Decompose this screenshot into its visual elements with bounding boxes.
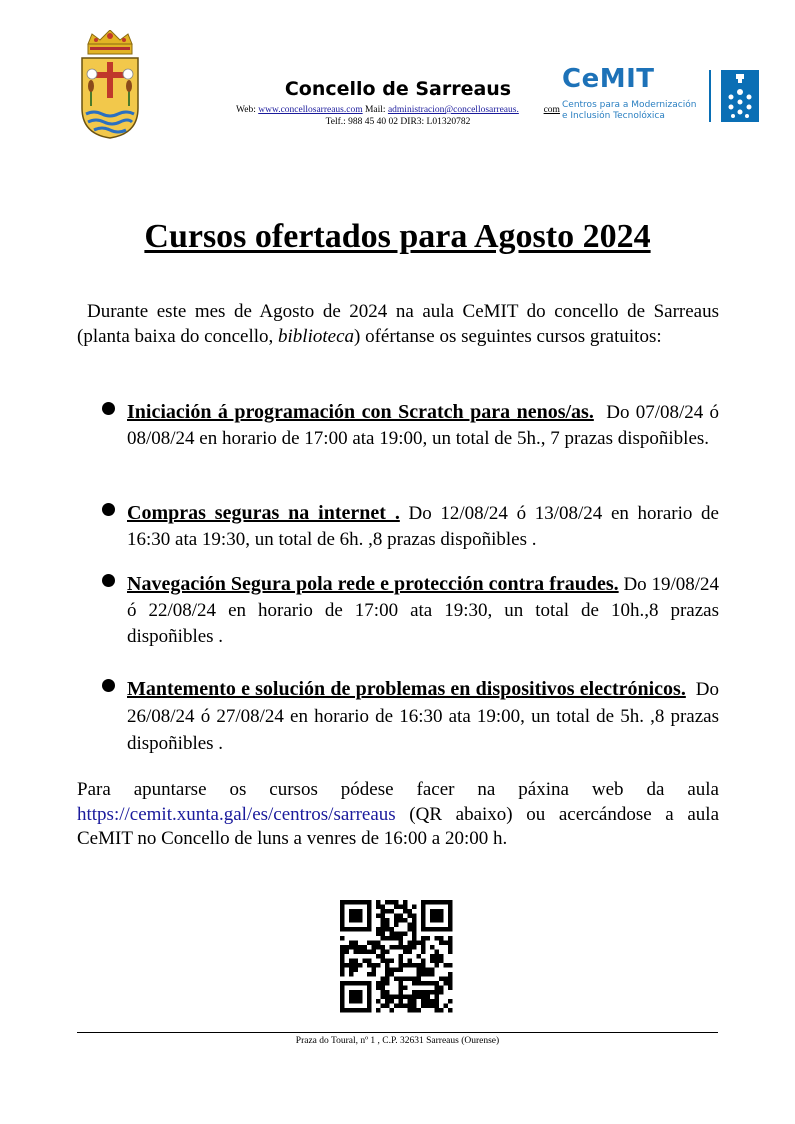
course-body [127, 571, 719, 650]
intro-paragraph [77, 300, 719, 349]
intro-emphasis: biblioteca [278, 325, 354, 347]
mail-suffix: com [543, 105, 560, 115]
course-item [102, 676, 719, 757]
bullet-icon [102, 679, 115, 692]
web-label: Web: [236, 105, 256, 115]
course-item [102, 500, 719, 553]
cemit-subtitle [562, 100, 712, 122]
bullet-icon [102, 402, 115, 415]
course-name: Compras seguras na internet . [127, 502, 400, 524]
course-details: Do 07/08/24 ó 08/08/24 en horario de 17:00 ata 19:00, un total de 5h., 7 prazas dispoñibles. [127, 402, 720, 449]
intro-text-before: Durante este mes de Agosto de 2024 na aula CeMIT do concello de Sarreaus (planta baixa do concello, [77, 301, 719, 347]
cemit-logo: CeMIT [562, 64, 655, 94]
course-body [127, 500, 719, 553]
course-details: Do 19/08/24 ó 22/08/24 en horario de 17:00 ata 19:30, un total de 10h.,8 prazas dispoñibles . [127, 574, 720, 647]
course-item [102, 399, 719, 452]
footer-divider [77, 1032, 718, 1033]
org-name: Concello de Sarreaus [284, 78, 512, 100]
cemit-subtitle-line-2: e Inclusión Tecnolóxica [562, 111, 665, 121]
signup-paragraph [77, 778, 719, 852]
footer-address: Praza do Toural, nº 1 , C.P. 32631 Sarreaus (Ourense) [295, 1036, 500, 1046]
course-name: Iniciación á programación con Scratch para nenos/as. [127, 401, 594, 423]
cemit-center-link[interactable]: https://cemit.xunta.gal/es/centros/sarreaus [77, 803, 396, 825]
mail-link[interactable]: administracion@concellosarreaus. [387, 105, 519, 115]
document-title: Cursos ofertados para Agosto 2024 [144, 218, 651, 255]
course-body [127, 399, 719, 452]
xunta-emblem-icon [721, 70, 759, 122]
course-item [102, 571, 719, 650]
bullet-icon [102, 574, 115, 587]
signup-text-after: (QR abaixo) ou acercándose a aula CeMIT no Concello de luns a venres de 16:00 a 20:00 h. [77, 803, 719, 849]
signup-text-before: Para apuntarse os cursos pódese facer na páxina web da aula [77, 779, 719, 800]
coat-of-arms-icon [78, 30, 142, 140]
bullet-icon [102, 503, 115, 516]
cemit-subtitle-line-1: Centros para a Modernización [562, 100, 697, 110]
course-name: Navegación Segura pola rede e protección contra fraudes. [127, 573, 619, 595]
contact-web-mail [200, 105, 596, 115]
mail-label: Mail: [364, 105, 386, 115]
course-body [127, 676, 719, 757]
web-link[interactable]: www.concellosarreaus.com [258, 105, 363, 115]
intro-text-after: ) ofértanse os seguintes cursos gratuitos: [354, 325, 662, 347]
logo-divider [709, 70, 711, 122]
course-details: Do 26/08/24 ó 27/08/24 en horario de 16:30 ata 19:00, un total de 5h. ,8 prazas dispoñibles . [127, 679, 719, 754]
course-name: Mantemento e solución de problemas en dispositivos electrónicos. [127, 678, 686, 700]
contact-phone: Telf.: 988 45 40 02 DIR3: L01320782 [325, 117, 471, 127]
course-details: Do 12/08/24 ó 13/08/24 en horario de 16:30 ata 19:30, un total de 6h. ,8 prazas dispoñibles . [127, 503, 719, 550]
qr-code-icon [334, 894, 460, 1020]
